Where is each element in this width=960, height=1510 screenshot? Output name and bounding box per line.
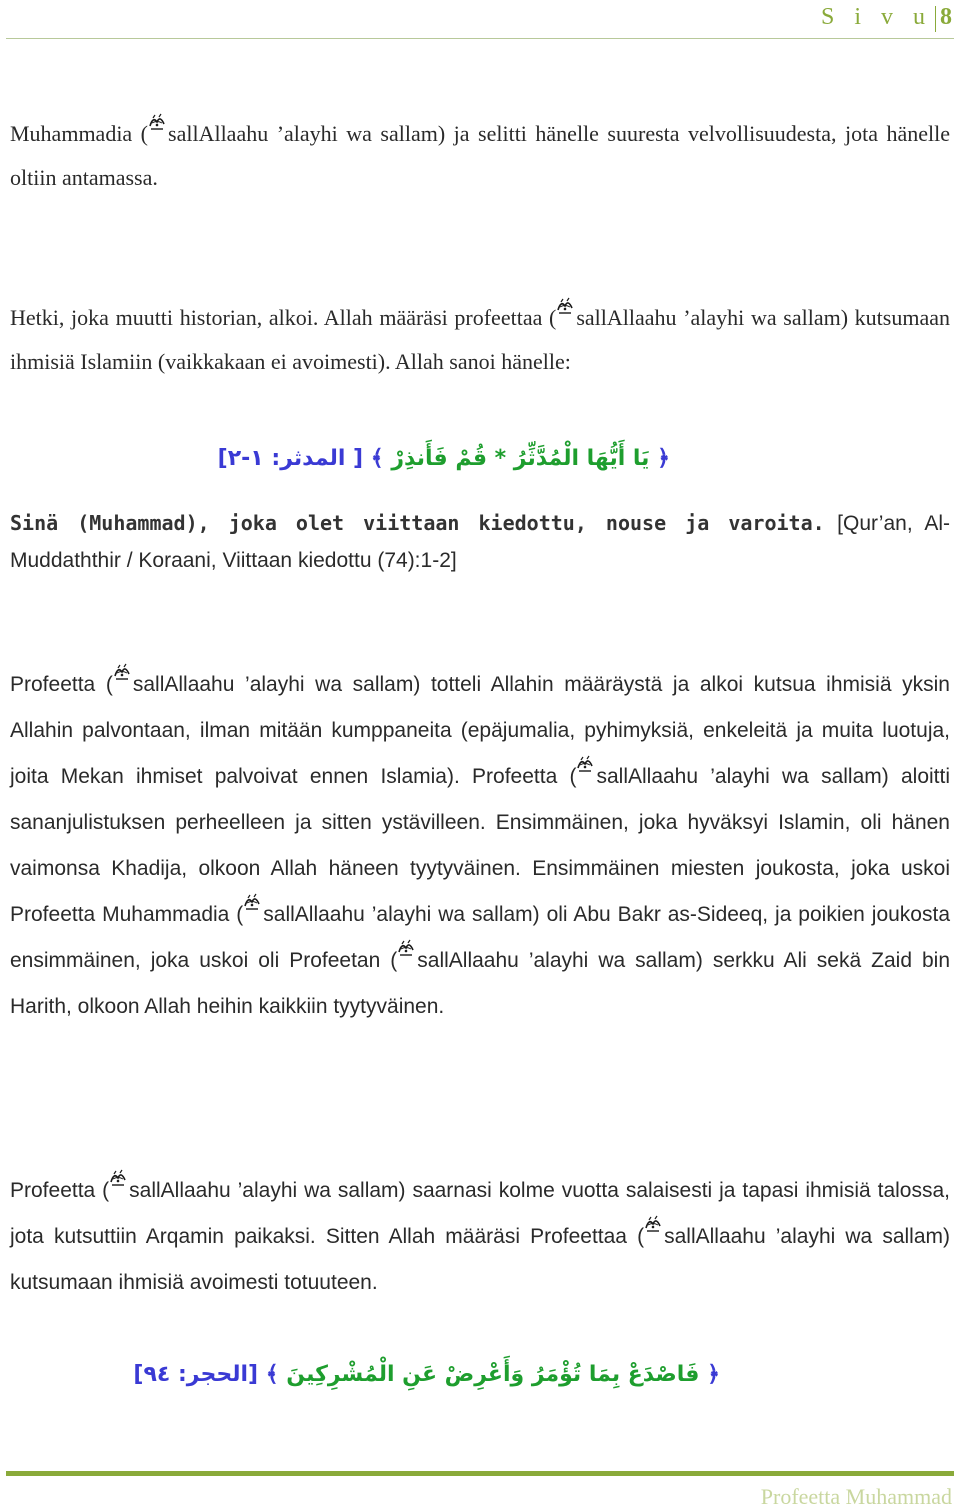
salla-calligraphy-icon [397,938,415,958]
salla-calligraphy-icon [556,296,574,316]
paragraph-1-text-a: Muhammadia ( [10,121,149,146]
salla-calligraphy-icon [644,1214,662,1234]
salla-calligraphy-icon [109,1168,127,1188]
paragraph-4-text-d: sallAllaahu ’alayhi wa sallam) oli Abu Bakr as-Sideeq, ja poikien joukosta ensimmäinen, joka uskoi oli Profeetan ( [10,903,950,972]
paragraph-4-text-a: Profeetta ( [10,673,113,696]
paragraph-5-text-a: Profeetta ( [10,1179,110,1202]
header-rule [6,38,954,39]
salla-calligraphy-icon [113,662,131,682]
footer-rule [6,1471,954,1476]
salla-calligraphy-icon [243,892,261,912]
paragraph-5-text-c: sallAllaahu ’alayhi wa sallam) kutsumaan ihmisiä avoimesti totuuteen. [10,1225,951,1294]
paragraph-4-text-e: sallAllaahu ’alayhi wa sallam) serkku Ali sekä Zaid bin Harith, olkoon Allah heihin kaikkiin tyytyväinen. [10,949,951,1018]
header-separator [935,6,936,32]
paragraph-5 [10,1168,950,1306]
arabic-verse-1-close-bracket: ﴾ [370,446,384,471]
arabic-verse-2-text: فَاصْدَعْ بِمَا تُؤْمَرُ وَأَعْرِضْ عَنِ الْمُشْرِكِينَ [286,1362,700,1387]
arabic-verse-2-reference: [الحجر: ٩٤] [133,1362,259,1387]
paragraph-4-text-b: sallAllaahu ’alayhi wa sallam) totteli Allahin määräystä ja alkoi kutsua ihmisiä yksin Allahin palvontaan, ilman mitään kumppaneita (epäjumalia, pyhimyksiä, enkeleitä ja muita luotuja, joita Mekan ihmiset palvoivat ennen Islamia). Profeetta ( [10,673,950,788]
page-header [0,0,960,38]
arabic-verse-1-text: يَا أَيُّهَا الْمُدَّثِّرُ * قُمْ فَأَنذِرْ [391,446,650,471]
page-label: S i v u [820,4,932,30]
arabic-verse-2-close-bracket: ﴾ [265,1362,279,1387]
paragraph-2-text-a: Hetki, joka muutti historian, alkoi. Allah määräsi profeettaa ( [10,305,557,330]
paragraph-2 [10,296,950,384]
arabic-verse-2 [133,1362,720,1387]
verse-translation-1 [10,505,950,579]
arabic-verse-1 [217,446,670,471]
footer-title: Profeetta Muhammad [760,1484,952,1509]
arabic-verse-1-reference: [ المدثر: ١-٢] [217,446,364,471]
arabic-verse-1-open-bracket: ﴿ [657,446,670,471]
page-number: 8 [940,4,952,30]
paragraph-1 [10,112,950,200]
verse-translation-text: Sinä (Muhammad), joka olet viittaan kiedottu, nouse ja varoita. [10,511,825,535]
arabic-verse-2-open-bracket: ﴿ [707,1362,720,1387]
salla-calligraphy-icon [148,112,166,132]
paragraph-1-text-b: sallAllaahu ’alayhi wa sallam) ja selitti hänelle suuresta velvollisuudesta, jota hänelle oltiin antamassa. [10,121,950,190]
verse-reference: [Qur’an, Al-Muddaththir / Koraani, Viittaan kiedottu (74):1-2] [10,512,950,572]
paragraph-4 [10,662,950,1030]
paragraph-5-text-b: sallAllaahu ’alayhi wa sallam) saarnasi kolme vuotta salaisesti ja tapasi ihmisiä talossa, jota kutsuttiin Arqamin paikaksi. Sitten Allah määräsi Profeettaa ( [10,1179,950,1248]
paragraph-4-text-c: sallAllaahu ’alayhi wa sallam) aloitti sananjulistuksen perheelleen ja sitten ystävilleen. Ensimmäinen, joka hyväksyi Islamin, oli hänen vaimonsa Khadija, olkoon Allah häneen tyytyväinen. Ensimmäinen miesten joukosta, joka uskoi Profeetta Muhammadia ( [10,765,951,926]
salla-calligraphy-icon [576,754,594,774]
paragraph-2-text-b: sallAllaahu ’alayhi wa sallam) kutsumaan ihmisiä Islamiin (vaikkakaan ei avoimesti). Allah sanoi hänelle: [10,305,950,374]
